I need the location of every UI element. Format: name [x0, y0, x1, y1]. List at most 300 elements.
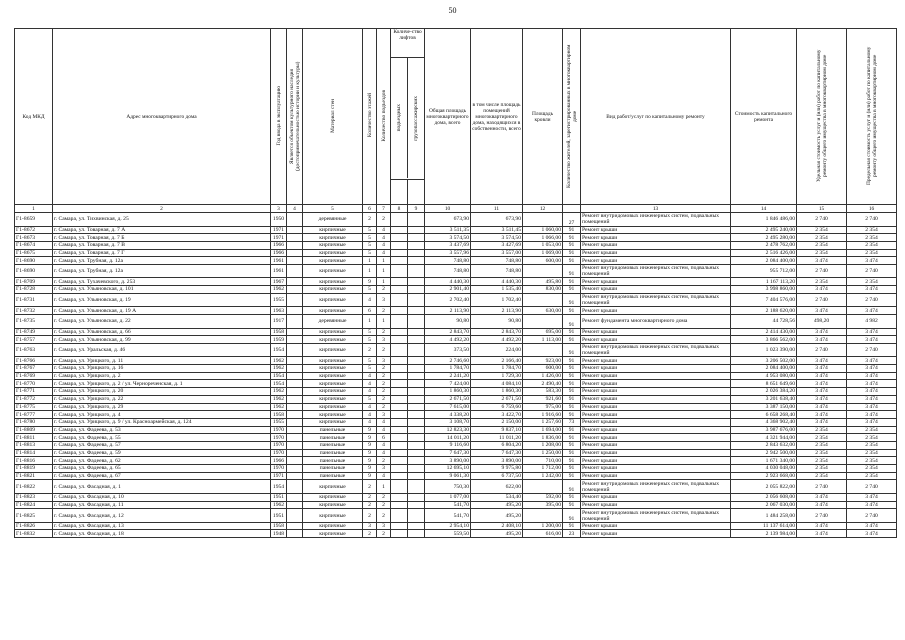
cell-area-total: 12 695,10	[425, 465, 471, 473]
cell-limit-cost: 3 474	[847, 403, 897, 411]
cell-wall: кирпичные	[303, 372, 363, 380]
cell-wall: кирпичные	[303, 403, 363, 411]
cell-unit-cost: 3 474	[797, 357, 847, 365]
cell-floors: 5	[363, 357, 377, 365]
cell-area-living: 6 759,60	[471, 403, 523, 411]
cell-lifts-cargo	[408, 501, 425, 509]
cell-work: Ремонт крыши	[581, 472, 731, 480]
cell-unit-cost: 3 474	[797, 395, 847, 403]
header-work: Вид работ/услуг по капитальному ремонту	[581, 29, 731, 205]
cell-year: 1971	[271, 226, 287, 234]
cell-unit-cost: 2 354	[797, 449, 847, 457]
cell-area-total: 2 843,70	[425, 328, 471, 336]
cell-heritage	[287, 257, 303, 265]
cell-residents: 23	[563, 530, 581, 538]
cell-floors: 2	[363, 480, 377, 494]
cell-lifts-cargo	[408, 472, 425, 480]
cell-entrances: 1	[377, 264, 391, 278]
cell-cost: 2 516 426,00	[731, 249, 797, 257]
cell-unit-cost: 3 474	[797, 365, 847, 373]
cell-wall: кирпичные	[303, 307, 363, 315]
cell-wall: кирпичные	[303, 226, 363, 234]
cell-work: Ремонт крыши	[581, 278, 731, 286]
cell-area-living: 11 011,20	[471, 434, 523, 442]
cell-residents: 91	[563, 357, 581, 365]
cell-lifts-cargo	[408, 403, 425, 411]
cell-floors: 4	[363, 380, 377, 388]
header-limit-cost: Предельная стоимость услуг и (или) работ по капитальному ремонту общего имущества в многоквартирном доме	[865, 46, 878, 185]
cell-area-total: 1 860,30	[425, 388, 471, 396]
cell-area-total: 3 511,35	[425, 226, 471, 234]
cell-unit-cost: 3 474	[797, 257, 847, 265]
table-row	[15, 522, 897, 530]
cell-lifts-cargo	[408, 234, 425, 242]
cell-lifts-entrance	[391, 395, 408, 403]
cell-area-living: 6 804,20	[471, 441, 523, 449]
table-row	[15, 480, 897, 494]
cell-roof: 710,00	[523, 457, 563, 465]
cell-address: г. Самара, ул. Фасадная, д. 12	[53, 509, 271, 523]
header-area-total: Общая площадь многоквартирного дома, всего	[425, 29, 471, 205]
cell-wall: панельные	[303, 449, 363, 457]
cell-year: 1962	[271, 388, 287, 396]
cell-cost: 2 067 030,00	[731, 501, 797, 509]
cell-limit-cost: 3 474	[847, 411, 897, 419]
cell-area-total: 7 424,00	[425, 380, 471, 388]
cell-entrances: 2	[377, 307, 391, 315]
cell-work: Ремонт крыши	[581, 257, 731, 265]
cell-residents: 27	[563, 213, 581, 227]
cell-wall: кирпичные	[303, 365, 363, 373]
cell-wall: кирпичные	[303, 328, 363, 336]
cell-roof: 975,00	[523, 403, 563, 411]
cell-cost: 8 651 649,60	[731, 380, 797, 388]
col-number: 4	[287, 205, 303, 213]
cell-entrances: 1	[377, 480, 391, 494]
col-number: 8	[391, 205, 408, 213]
cell-lifts-cargo	[408, 480, 425, 494]
col-number: 12	[523, 205, 563, 213]
cell-residents: 91	[563, 403, 581, 411]
cell-lifts-entrance	[391, 264, 408, 278]
cell-work: Ремонт крыши	[581, 307, 731, 315]
cell-area-living: 622,00	[471, 480, 523, 494]
cell-area-total: 748,80	[425, 257, 471, 265]
cell-cost: 2 495 240,00	[731, 226, 797, 234]
cell-code: Г1-8811	[15, 434, 53, 442]
cell-entrances: 3	[377, 522, 391, 530]
cell-floors: 9	[363, 472, 377, 480]
cell-lifts-entrance	[391, 522, 408, 530]
cell-area-total: 90,80	[425, 315, 471, 329]
cell-address: г. Самара, ул. Фадеева, д. 55	[53, 434, 271, 442]
cell-work: Ремонт крыши	[581, 336, 731, 344]
cell-area-living: 3 511,45	[471, 226, 523, 234]
cell-entrances: 6	[377, 434, 391, 442]
cell-wall: панельные	[303, 434, 363, 442]
cell-heritage	[287, 293, 303, 307]
cell-address: г. Самара, ул. Урицкого, д. 11	[53, 357, 271, 365]
cell-heritage	[287, 434, 303, 442]
cell-address: г. Самара, ул. Ульяновская, д. 66	[53, 328, 271, 336]
cell-limit-cost: 2 354	[847, 434, 897, 442]
cell-code: Г1-8832	[15, 530, 53, 538]
cell-lifts-entrance	[391, 257, 408, 265]
cell-unit-cost: 2 354	[797, 472, 847, 480]
table-row	[15, 501, 897, 509]
cell-residents: 91	[563, 234, 581, 242]
cell-heritage	[287, 509, 303, 523]
cell-lifts-cargo	[408, 343, 425, 357]
cell-address: г. Самара, ул. Фасадная, д. 1	[53, 480, 271, 494]
table-row	[15, 509, 897, 523]
cell-limit-cost: 2 354	[847, 249, 897, 257]
cell-residents: 91	[563, 522, 581, 530]
cell-heritage	[287, 328, 303, 336]
cell-area-living: 673,90	[471, 213, 523, 227]
table-row	[15, 441, 897, 449]
cell-cost: 2 923 668,00	[731, 472, 797, 480]
cell-residents: 91	[563, 286, 581, 294]
cell-unit-cost: 2 354	[797, 278, 847, 286]
cell-heritage	[287, 493, 303, 501]
cell-floors: 2	[363, 501, 377, 509]
cell-roof	[523, 213, 563, 227]
col-number: 5	[303, 205, 363, 213]
cell-wall: деревянные	[303, 315, 363, 329]
cell-heritage	[287, 403, 303, 411]
cell-heritage	[287, 411, 303, 419]
cell-year: 1970	[271, 441, 287, 449]
cell-wall: кирпичные	[303, 293, 363, 307]
cell-entrances: 2	[377, 509, 391, 523]
cell-wall: панельные	[303, 472, 363, 480]
cell-year: 1958	[271, 522, 287, 530]
table-row	[15, 388, 897, 396]
cell-residents: 91	[563, 411, 581, 419]
cell-address: г. Самара, ул. Фасадная, д. 18	[53, 530, 271, 538]
cell-roof: 1 694,00	[523, 426, 563, 434]
cell-code: Г1-8777	[15, 411, 53, 419]
cell-limit-cost: 4 982	[847, 315, 897, 329]
cell-residents: 91	[563, 372, 581, 380]
cell-area-total: 541,70	[425, 509, 471, 523]
cell-area-living: 495,20	[471, 501, 523, 509]
cell-unit-cost: 3 474	[797, 530, 847, 538]
cell-area-living: 1 860,30	[471, 388, 523, 396]
cell-area-living: 3 574,50	[471, 234, 523, 242]
cell-year: 1948	[271, 530, 287, 538]
cell-year: 1962	[271, 403, 287, 411]
cell-limit-cost: 3 474	[847, 357, 897, 365]
cell-wall: кирпичные	[303, 501, 363, 509]
cell-residents: 91	[563, 472, 581, 480]
cell-entrances: 2	[377, 501, 391, 509]
table-row	[15, 493, 897, 501]
cell-wall: кирпичные	[303, 241, 363, 249]
cell-year: 1951	[271, 509, 287, 523]
cell-address: г. Самара, ул. Трубная, д. 12а	[53, 257, 271, 265]
cell-wall: панельные	[303, 465, 363, 473]
table-row	[15, 343, 897, 357]
table-row	[15, 278, 897, 286]
cell-lifts-cargo	[408, 411, 425, 419]
cell-floors: 9	[363, 441, 377, 449]
cell-limit-cost: 2 740	[847, 343, 897, 357]
cell-lifts-cargo	[408, 365, 425, 373]
cell-work: Ремонт крыши	[581, 357, 731, 365]
cell-entrances: 4	[377, 249, 391, 257]
cell-floors: 4	[363, 418, 377, 426]
cell-limit-cost: 3 474	[847, 286, 897, 294]
cell-entrances: 4	[377, 418, 391, 426]
cell-limit-cost: 2 740	[847, 509, 897, 523]
cell-unit-cost: 3 474	[797, 372, 847, 380]
header-residents: Количество жителей, зарегистрированных в многоквартирном доме	[565, 43, 578, 188]
cell-residents: 91	[563, 395, 581, 403]
cell-heritage	[287, 365, 303, 373]
cell-year: 1966	[271, 241, 287, 249]
cell-limit-cost: 2 740	[847, 213, 897, 227]
cell-entrances: 2	[377, 286, 391, 294]
cell-address: г. Самара, ул. Фадеева, д. 65	[53, 465, 271, 473]
cell-cost: 3 201 638,40	[731, 395, 797, 403]
cell-limit-cost: 2 354	[847, 457, 897, 465]
cell-lifts-entrance	[391, 388, 408, 396]
cell-work: Ремонт крыши	[581, 249, 731, 257]
cell-area-total: 2 671,50	[425, 395, 471, 403]
cell-work: Ремонт крыши	[581, 501, 731, 509]
cell-roof: 583,30	[523, 388, 563, 396]
cell-area-living: 1 729,30	[471, 372, 523, 380]
cell-heritage	[287, 234, 303, 242]
cell-area-living: 3 557,00	[471, 249, 523, 257]
cell-work: Ремонт крыши	[581, 286, 731, 294]
cell-heritage	[287, 530, 303, 538]
cell-work: Ремонт крыши	[581, 434, 731, 442]
table-row	[15, 213, 897, 227]
cell-entrances: 2	[377, 365, 391, 373]
table-row	[15, 315, 897, 329]
cell-limit-cost: 2 740	[847, 264, 897, 278]
cell-floors: 1	[363, 257, 377, 265]
cell-floors: 2	[363, 493, 377, 501]
cell-lifts-cargo	[408, 530, 425, 538]
cell-unit-cost: 2 740	[797, 213, 847, 227]
cell-code: Г1-8813	[15, 441, 53, 449]
table-row	[15, 426, 897, 434]
cell-limit-cost: 2 354	[847, 449, 897, 457]
cell-floors: 5	[363, 336, 377, 344]
cell-residents: 91	[563, 388, 581, 396]
cell-residents: 91	[563, 336, 581, 344]
cell-address: г. Самара, ул. Товарная, д. 7 Г	[53, 249, 271, 257]
cell-residents: 91	[563, 480, 581, 494]
cell-heritage	[287, 480, 303, 494]
cell-code: Г1-8770	[15, 380, 53, 388]
col-number: 11	[471, 205, 523, 213]
cell-area-total: 2 113,90	[425, 307, 471, 315]
cell-lifts-cargo	[408, 278, 425, 286]
cell-roof: 830,00	[523, 286, 563, 294]
cell-address: г. Самара, ул. Фадеева, д. 57	[53, 441, 271, 449]
cell-cost: 2 056 608,00	[731, 493, 797, 501]
cell-area-total: 3 108,70	[425, 418, 471, 426]
cell-heritage	[287, 501, 303, 509]
cell-entrances: 3	[377, 465, 391, 473]
cell-roof: 695,00	[523, 328, 563, 336]
cell-lifts-cargo	[408, 522, 425, 530]
table-header	[15, 29, 897, 213]
cell-floors: 9	[363, 457, 377, 465]
cell-year: 1970	[271, 465, 287, 473]
cell-lifts-entrance	[391, 441, 408, 449]
cell-limit-cost: 3 474	[847, 395, 897, 403]
cell-work: Ремонт крыши	[581, 226, 731, 234]
cell-heritage	[287, 449, 303, 457]
cell-limit-cost: 3 474	[847, 257, 897, 265]
cell-floors: 5	[363, 286, 377, 294]
cell-floors: 2	[363, 530, 377, 538]
cell-wall: кирпичные	[303, 343, 363, 357]
cell-area-living: 224,00	[471, 343, 523, 357]
cell-heritage	[287, 307, 303, 315]
cell-address: г. Самара, ул. Товарная, д. 7 В	[53, 241, 271, 249]
cell-unit-cost: 2 740	[797, 293, 847, 307]
cell-entrances: 2	[377, 380, 391, 388]
cell-cost: 2 055 822,00	[731, 480, 797, 494]
table-row	[15, 530, 897, 538]
cell-wall: кирпичные	[303, 395, 363, 403]
cell-code: Г1-8674	[15, 241, 53, 249]
cell-lifts-entrance	[391, 480, 408, 494]
cell-limit-cost: 2 354	[847, 426, 897, 434]
cell-cost: 2 188 620,00	[731, 307, 797, 315]
cell-lifts-cargo	[408, 426, 425, 434]
cell-code: Г1-8690	[15, 257, 53, 265]
cell-cost: 3 987 676,00	[731, 426, 797, 434]
cell-wall: панельные	[303, 426, 363, 434]
cell-residents: 91	[563, 457, 581, 465]
cell-lifts-cargo	[408, 372, 425, 380]
cell-code: Г1-8780	[15, 418, 53, 426]
cell-floors: 4	[363, 372, 377, 380]
cell-unit-cost: 2 740	[797, 480, 847, 494]
cell-limit-cost: 3 474	[847, 336, 897, 344]
cell-address: г. Самара, ул. Уральская, д. 46	[53, 343, 271, 357]
cell-address: г. Самара, ул. Урицкого, д. 22	[53, 395, 271, 403]
cell-lifts-entrance	[391, 293, 408, 307]
cell-code: Г1-8659	[15, 213, 53, 227]
cell-area-total: 748,80	[425, 264, 471, 278]
cell-work: Ремонт крыши	[581, 403, 731, 411]
header-lifts-cargo: грузопассажирских	[413, 95, 420, 141]
cell-work: Ремонт крыши	[581, 418, 731, 426]
cell-limit-cost: 3 474	[847, 522, 897, 530]
cell-lifts-cargo	[408, 286, 425, 294]
cell-area-living: 9 837,10	[471, 426, 523, 434]
cell-lifts-cargo	[408, 441, 425, 449]
cell-cost: 2 084 400,00	[731, 257, 797, 265]
col-number: 14	[731, 205, 797, 213]
cell-unit-cost: 2 354	[797, 441, 847, 449]
cell-limit-cost: 3 474	[847, 307, 897, 315]
cell-limit-cost: 3 474	[847, 365, 897, 373]
cell-work: Ремонт крыши	[581, 365, 731, 373]
cell-lifts-entrance	[391, 226, 408, 234]
cell-cost: 4 030 048,00	[731, 465, 797, 473]
cell-floors: 4	[363, 388, 377, 396]
cell-lifts-cargo	[408, 457, 425, 465]
cell-floors: 9	[363, 434, 377, 442]
cell-wall: кирпичные	[303, 286, 363, 294]
cell-floors: 2	[363, 509, 377, 523]
cell-unit-cost: 2 740	[797, 343, 847, 357]
cell-entrances: 2	[377, 493, 391, 501]
table-row	[15, 293, 897, 307]
cell-floors: 2	[363, 213, 377, 227]
cell-area-total: 7 647,30	[425, 449, 471, 457]
cell-lifts-entrance	[391, 213, 408, 227]
cell-year: 1959	[271, 336, 287, 344]
cell-limit-cost: 3 474	[847, 372, 897, 380]
cell-entrances: 4	[377, 234, 391, 242]
cell-entrances: 1	[377, 257, 391, 265]
cell-lifts-entrance	[391, 372, 408, 380]
cell-floors: 4	[363, 403, 377, 411]
cell-entrances: 4	[377, 241, 391, 249]
cell-wall: кирпичные	[303, 357, 363, 365]
table-row	[15, 226, 897, 234]
col-number: 9	[408, 205, 425, 213]
cell-heritage	[287, 278, 303, 286]
cell-roof: 923,00	[523, 357, 563, 365]
cell-area-total: 12 823,30	[425, 426, 471, 434]
cell-lifts-entrance	[391, 493, 408, 501]
cell-lifts-entrance	[391, 365, 408, 373]
cell-address: г. Самара, ул. Фасадная, д. 13	[53, 522, 271, 530]
cell-area-total: 3 437,69	[425, 241, 471, 249]
cell-residents: 91	[563, 343, 581, 357]
cell-cost: 44 728,56	[731, 315, 797, 329]
cell-work: Ремонт внутридомовых инженерных систем, подвальных помещений	[581, 509, 731, 523]
cell-code: Г1-8772	[15, 395, 53, 403]
cell-residents: 91	[563, 241, 581, 249]
cell-unit-cost: 2 354	[797, 234, 847, 242]
cell-lifts-entrance	[391, 249, 408, 257]
cell-area-living: 748,80	[471, 257, 523, 265]
col-number: 2	[53, 205, 271, 213]
cell-year: 1962	[271, 357, 287, 365]
repair-program-table	[14, 28, 897, 538]
cell-floors: 5	[363, 226, 377, 234]
cell-code: Г1-8771	[15, 388, 53, 396]
cell-cost: 4 953 080,00	[731, 372, 797, 380]
cell-area-living: 1 535,40	[471, 286, 523, 294]
cell-heritage	[287, 441, 303, 449]
cell-lifts-cargo	[408, 241, 425, 249]
cell-lifts-cargo	[408, 307, 425, 315]
cell-area-living: 748,80	[471, 264, 523, 278]
table-row	[15, 411, 897, 419]
table-row	[15, 257, 897, 265]
cell-entrances: 2	[377, 395, 391, 403]
cell-lifts-entrance	[391, 380, 408, 388]
cell-cost: 2 139 984,00	[731, 530, 797, 538]
cell-address: г. Самара, ул. Тухачевского, д. 253	[53, 278, 271, 286]
cell-entrances: 3	[377, 293, 391, 307]
table-row	[15, 457, 897, 465]
